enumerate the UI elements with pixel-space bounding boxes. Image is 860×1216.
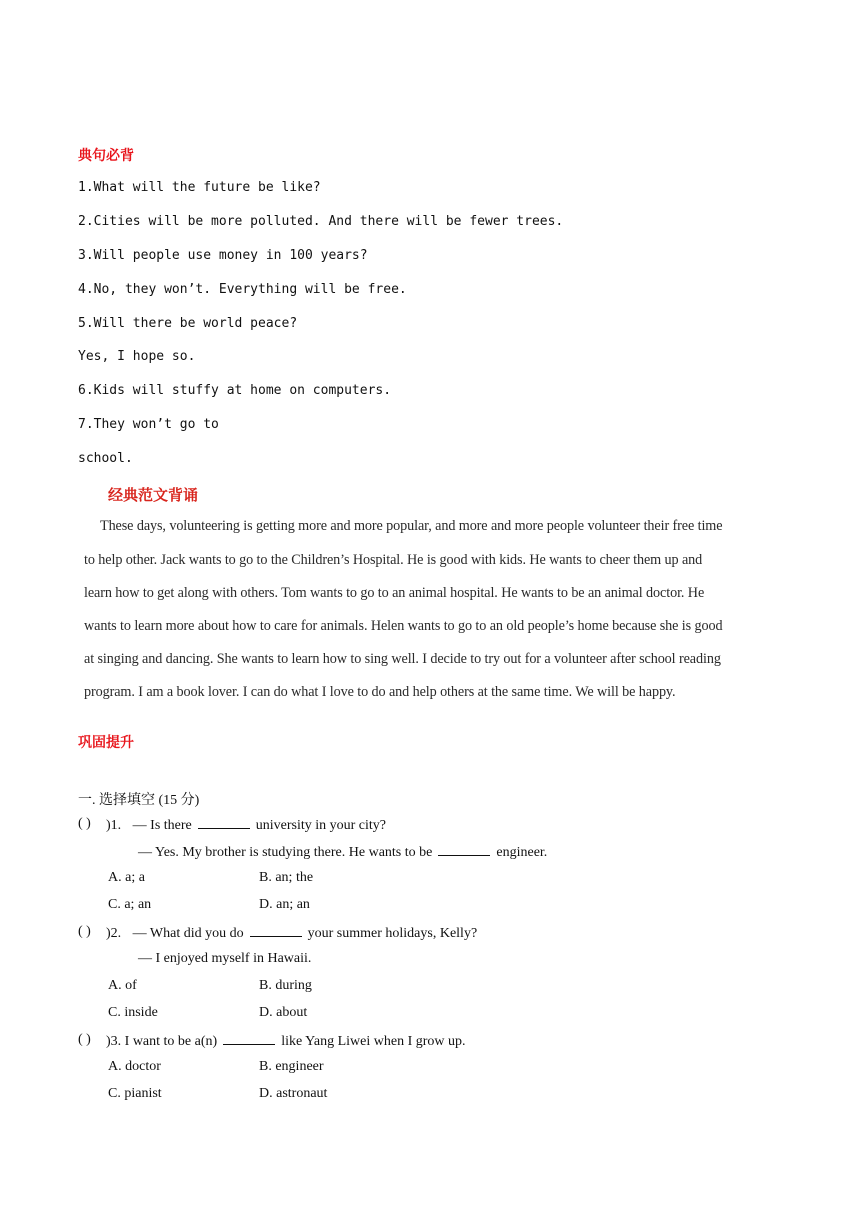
option-b: B. an; the [259, 870, 314, 885]
option-a: A. doctor [108, 1059, 161, 1074]
answer-blank [250, 924, 302, 937]
option-c: C. pianist [108, 1086, 162, 1101]
question-2-response: — I enjoyed myself in Hawaii. [138, 951, 312, 966]
essay-line: at singing and dancing. She wants to learn how to sing well. I decide to try out for a volunteer after school reading [84, 651, 721, 667]
question-text: like Yang Liwei when I grow up. [281, 1034, 466, 1049]
sentence-line: 6.Kids will stuffy at home on computers. [78, 383, 392, 398]
question-1-response [138, 843, 547, 861]
option-c: C. inside [108, 1005, 158, 1020]
key-sentences-heading: 典句必背 [78, 148, 134, 164]
option-d: D. astronaut [259, 1086, 328, 1101]
practice-heading: 巩固提升 [78, 735, 134, 751]
answer-paren: ( ) [78, 1032, 91, 1047]
section-title: 一. 选择填空 (15 分) [78, 793, 200, 808]
option-d: D. an; an [259, 897, 310, 912]
question-text: — Is there [132, 818, 192, 833]
question-text: your summer holidays, Kelly? [307, 926, 478, 941]
answer-blank [438, 843, 490, 856]
question-1 [106, 816, 386, 834]
model-essay [84, 478, 784, 714]
answer-paren: ( ) [78, 924, 91, 939]
question-3 [106, 1032, 466, 1050]
answer-blank [198, 816, 250, 829]
question-text: — What did you do [132, 926, 244, 941]
question-text: engineer. [496, 845, 548, 860]
sentence-line: school. [78, 451, 133, 466]
model-essay-title: 经典范文背诵 [108, 486, 199, 504]
option-a: A. a; a [108, 870, 145, 885]
question-text: — Yes. My brother is studying there. He wants to be [138, 845, 433, 860]
essay-line: program. I am a book lover. I can do what I love to do and help others at the same time. We will be happy. [84, 684, 676, 700]
sentence-line: 3.Will people use money in 100 years? [78, 248, 368, 263]
sentence-line: Yes, I hope so. [78, 349, 196, 364]
question-text: university in your city? [255, 818, 387, 833]
option-c: C. a; an [108, 897, 152, 912]
question-number: )2. [106, 926, 122, 941]
question-text: )3. I want to be a(n) [106, 1034, 218, 1049]
option-a: A. of [108, 978, 137, 993]
sentence-line: 7.They won’t go to [78, 417, 219, 432]
answer-paren: ( ) [78, 816, 91, 831]
option-b: B. during [259, 978, 312, 993]
essay-line: These days, volunteering is getting more and more popular, and more and more people volunteer their free time [100, 518, 723, 534]
answer-blank [223, 1032, 275, 1045]
sentence-line: 5.Will there be world peace? [78, 316, 298, 331]
sentence-line: 4.No, they won’t. Everything will be free. [78, 282, 407, 297]
essay-line: to help other. Jack wants to go to the Children’s Hospital. He is good with kids. He wants to cheer them up and [84, 552, 703, 568]
essay-line: learn how to get along with others. Tom wants to go to an animal hospital. He wants to be an animal doctor. He [84, 585, 705, 601]
essay-line: wants to learn more about how to care for animals. Helen wants to go to an old people’s home because she is good [84, 618, 723, 634]
option-d: D. about [259, 1005, 308, 1020]
question-number: )1. [106, 818, 122, 833]
sentence-line: 1.What will the future be like? [78, 180, 321, 195]
sentence-line: 2.Cities will be more polluted. And there will be fewer trees. [78, 214, 564, 229]
option-b: B. engineer [259, 1059, 324, 1074]
question-2 [106, 924, 477, 942]
